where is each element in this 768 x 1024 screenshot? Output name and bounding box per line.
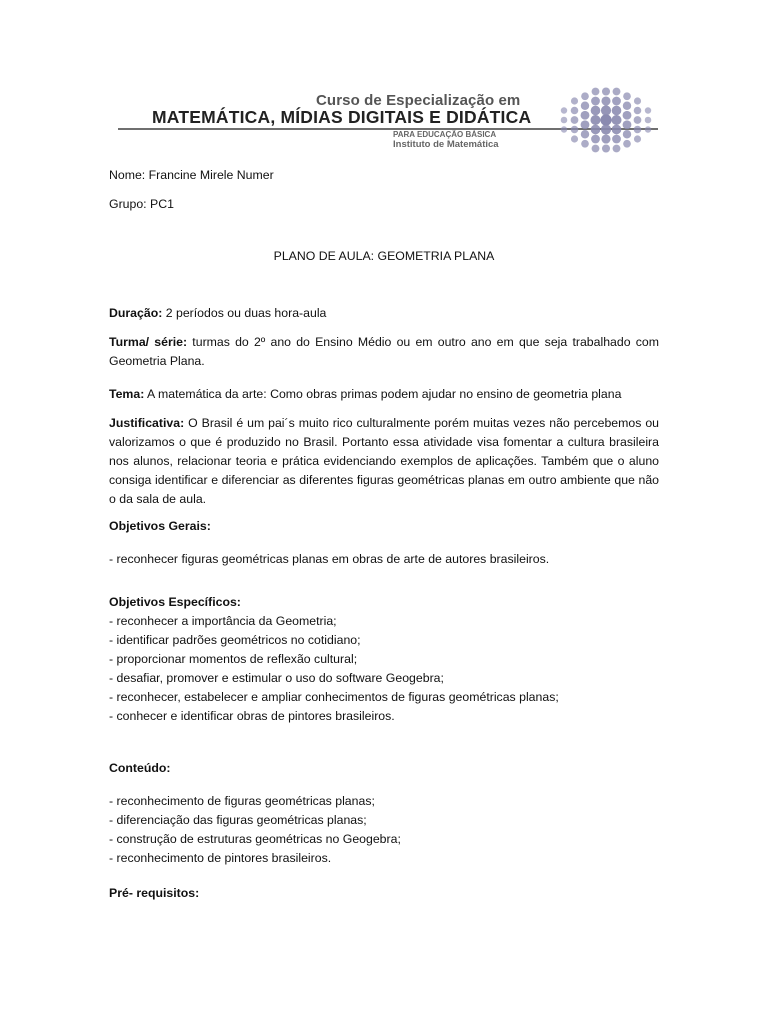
conteudo-list	[109, 792, 659, 868]
list-item: - construção de estruturas geométricas no Geogebra;	[109, 832, 401, 846]
tema-field	[109, 385, 659, 404]
logo-dot	[600, 114, 611, 125]
logo-dot	[613, 145, 621, 153]
logo-dot	[623, 140, 631, 148]
turma-field	[109, 333, 659, 371]
header-title: MATEMÁTICA, MÍDIAS DIGITAIS E DIDÁTICA	[152, 107, 532, 127]
logo-dot	[612, 106, 622, 116]
logo-dot	[634, 97, 641, 104]
logo-dot	[592, 145, 600, 153]
logo-dot	[601, 134, 610, 143]
tema-label: Tema:	[109, 387, 145, 401]
logo-dot	[592, 88, 600, 96]
logo-dot	[623, 120, 632, 129]
logo-dot	[561, 126, 567, 132]
conteudo-heading: Conteúdo:	[109, 761, 171, 775]
logo-dot	[591, 135, 600, 144]
logo-dot	[623, 92, 631, 100]
duracao-value: 2 períodos ou duas hora-aula	[162, 306, 327, 320]
logo-dot	[634, 135, 641, 142]
document-title: PLANO DE AULA: GEOMETRIA PLANA	[273, 249, 495, 263]
logo-dot	[623, 130, 631, 138]
list-item: - reconhecimento de figuras geométricas planas;	[109, 794, 375, 808]
header-institute: Instituto de Matemática	[393, 139, 499, 150]
prerequisitos-heading: Pré- requisitos:	[109, 886, 200, 900]
duracao-field	[109, 304, 659, 323]
logo-dot	[645, 126, 651, 132]
student-group: Grupo: PC1	[109, 197, 174, 211]
list-item: - conhecer e identificar obras de pintores brasileiros.	[109, 709, 395, 723]
document-body	[109, 166, 659, 903]
objetivos-especificos-heading: Objetivos Específicos:	[109, 595, 241, 609]
logo-dot	[634, 116, 642, 124]
logo-dot	[634, 107, 642, 115]
list-item: - reconhecer, estabelecer e ampliar conhecimentos de figuras geométricas planas;	[109, 690, 559, 704]
turma-value: turmas do 2º ano do Ensino Médio ou em outro ano em que seja trabalhado com Geometria Plana.	[109, 335, 659, 368]
list-item: - identificar padrões geométricos no cotidiano;	[109, 633, 361, 647]
logo-dot	[602, 144, 610, 152]
list-item: - diferenciação das figuras geométricas planas;	[109, 813, 367, 827]
header-course-line: Curso de Especialização em	[316, 92, 521, 109]
logo-dot	[634, 126, 642, 134]
logo-dot	[601, 105, 611, 115]
objetivos-gerais-heading: Objetivos Gerais:	[109, 519, 211, 533]
logo-dot	[571, 107, 579, 115]
logo-dot	[612, 97, 621, 106]
logo-dot	[571, 126, 579, 134]
list-item: - proporcionar momentos de reflexão cultural;	[109, 652, 358, 666]
logo-dot	[623, 111, 632, 120]
logo-dot	[581, 102, 589, 110]
student-name: Nome: Francine Mirele Numer	[109, 168, 274, 182]
logo-dot	[571, 116, 579, 124]
duracao-label: Duração:	[109, 306, 163, 320]
logo-dot	[601, 124, 611, 134]
logo-dot	[602, 87, 610, 95]
logo-dot	[612, 125, 622, 135]
logo-dot	[623, 102, 631, 110]
sphere-dots-logo-icon	[556, 80, 656, 160]
turma-label: Turma/ série:	[109, 335, 188, 349]
objetivos-gerais-item: - reconhecer figuras geométricas planas em obras de arte de autores brasileiros.	[109, 552, 550, 566]
logo-dot	[645, 107, 651, 113]
logo-dot	[581, 92, 589, 100]
objetivos-especificos-list	[109, 612, 659, 726]
logo-dot	[590, 115, 600, 125]
list-item: - desafiar, promover e estimular o uso do software Geogebra;	[109, 671, 444, 685]
justificativa-label: Justificativa:	[109, 416, 185, 430]
logo-dot	[591, 125, 601, 135]
logo-dot	[561, 117, 568, 124]
logo-dot	[561, 107, 567, 113]
logo-dot	[613, 88, 621, 96]
list-item: - reconhecimento de pintores brasileiros.	[109, 851, 332, 865]
logo-dot	[581, 120, 590, 129]
logo-dot	[612, 135, 621, 144]
logo-dot	[611, 115, 621, 125]
tema-value: A matemática da arte: Como obras primas podem ajudar no ensino de geometria plana	[144, 387, 622, 401]
logo-dot	[601, 96, 610, 105]
logo-dot	[581, 130, 589, 138]
logo-dot	[645, 117, 652, 124]
logo-dot	[581, 140, 589, 148]
logo-dot	[581, 111, 590, 120]
logo-dot	[571, 97, 578, 104]
logo-dot	[591, 97, 600, 106]
list-item: - reconhecer a importância da Geometria;	[109, 614, 337, 628]
justificativa-field	[109, 414, 659, 509]
document-header	[0, 0, 768, 160]
justificativa-value: O Brasil é um pai´s muito rico culturalmente porém muitas vezes não percebemos ou valorizamos o que é produzido no Brasil. Portanto essa atividade visa fomentar a cultura brasileira nos alunos, relacionar teoria e prática evidenciando exemplos de aplicações. Também que o aluno consiga identificar e diferenciar as diferentes figuras geométricas planas em outro ambiente que não o da sala de aula.	[109, 416, 659, 506]
logo-dot	[591, 106, 601, 116]
header-subtitle: PARA EDUCAÇÃO BÁSICA	[393, 130, 497, 139]
logo-dot	[571, 135, 578, 142]
